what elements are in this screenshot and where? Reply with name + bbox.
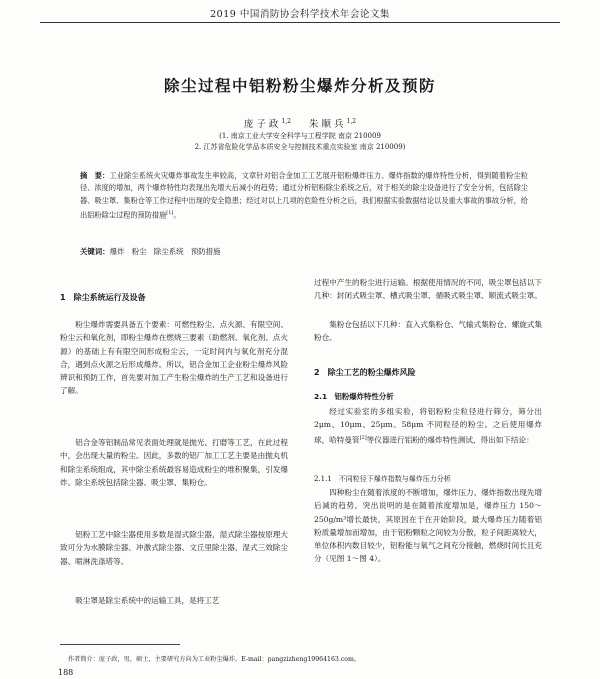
author-affiliation-mark: 1,2 <box>281 117 291 125</box>
citation-ref: [2] <box>359 434 367 441</box>
body-paragraph: 四种粉尘在随着浓度的不断增加，爆炸压力、爆炸指数出现先增后减的趋势。突出说明的是在随着浓度增加是，爆炸压力 150～250g/m³增长最快，其原因在于在开始阶段，最大爆炸压力随着铝粉质量增加而增加，由于铝粉颗粒之间较为分散，粒子间距离较大，单位体积内数目较少，铝粉能与氧气之间充分接触，燃烧时间长且充分（见图 1～图 4）。 <box>314 488 542 564</box>
subsection-heading: 2.1 铝粉爆炸特性分析 <box>314 392 394 401</box>
running-header: 2019 中国消防协会科学技术年会论文集 <box>210 9 390 20</box>
keywords-text: 爆炸 粉尘 除尘系统 预防措施 <box>109 247 221 256</box>
paragraph-text: 经过实验室的多组实验，将铝粉粉尘粒径进行筛分，筛分出 2μm、10μm、25μm、58μm 不同粒径的粉尘。之后使用爆炸球，哈特曼管 <box>314 407 542 445</box>
body-paragraph: 铝粉工艺中除尘器使用多数是湿式除尘器，湿式除尘器按原理大致可分为水膜除尘器、冲激式除尘器、文丘里除尘器、湿式三效除尘器、喷淋洗涤塔等。 <box>60 530 288 566</box>
keywords <box>80 246 220 257</box>
body-paragraph: 过程中产生的粉尘进行运输。根据使用情况的不同，吸尘罩包括以下几种：封闭式吸尘罩、槽式吸尘罩、循吸式吸尘罩、顺流式吸尘罩。 <box>314 278 542 301</box>
abstract-text: 工业除尘系统火灾爆炸事故发生率较高，文章针对铝合金加工工艺展开铝粉爆炸压力、爆炸指数的爆炸特性分析，得到随着粉尘粒径、浓度的增加，两个爆炸特性均表现出先增大后减小的趋势；通过分析铝粉除尘系统之后，对于相关的除尘设备进行了安全分析，包括除尘器、吸尘罩、集粉仓等工作过程中出现的安全隐患；经过对以上几项的危险性分析之后，我们根据实验数据结论以及重大事故的事故分析，给出铝粉除尘过程的预防措施 <box>80 171 528 220</box>
abstract-end: 。 <box>173 210 181 220</box>
author-list <box>0 116 600 130</box>
citation-ref: [1] <box>166 209 174 216</box>
body-paragraph: 集粉仓包括以下几种：直入式集粉仓、气输式集粉仓、螺旋式集粉仓。 <box>314 320 542 343</box>
affiliation-line: (1. 南京工业大学安全科学与工程学院 南京 210009 <box>219 132 381 140</box>
footnote-rule <box>60 644 180 645</box>
section-heading: 2 除尘工艺的粉尘爆炸风险 <box>314 368 416 377</box>
body-paragraph <box>314 405 542 446</box>
abstract-label: 摘 要： <box>80 171 110 180</box>
header-rule <box>40 22 560 23</box>
abstract <box>80 170 528 222</box>
author-affiliation-mark: 1,2 <box>346 117 357 125</box>
section-heading: 1 除尘系统运行及设备 <box>60 293 146 302</box>
keywords-label: 关键词： <box>80 247 110 256</box>
body-paragraph: 粉尘爆炸需要具备五个要素：可燃性粉尘、点火源、有限空间、粉尘云和氧化剂，即粉尘爆炸在燃烧三要素（助燃剂、氧化剂、点火源）的基础上有有限空间形成粉尘云，一定时间内与氧化剂充分混合，遇到点火源之后形成爆炸。所以，铝合金加工企业粉尘爆炸风险辨识和预防工作，首先要对加工产生粉尘爆炸的生产工艺和设备进行了解。 <box>60 320 288 396</box>
page-number: 188 <box>58 668 74 677</box>
author-name: 庞子政 <box>243 119 282 130</box>
body-paragraph: 铝合金等铝制品常见表面处理就是抛光、打磨等工艺，在此过程中，会出现大量的粉尘。因此，多数的铝厂加工工艺主要是由抛丸机和除尘系统组成，其中除尘系统最容易造成粉尘的堆积聚集，引发爆炸。除尘系统包括除尘器、吸尘罩、集粉仓。 <box>60 438 288 487</box>
author-footnote: 作者简介：庞子政，男，硕士，主要研究方向为工业粉尘爆炸。E-mail：pangzizheng19964163.com。 <box>68 656 361 663</box>
affiliation-line: 2. 江苏省危险化学品本质安全与控制技术重点实验室 南京 210009) <box>194 143 406 151</box>
author-name: 朱顺兵 <box>309 119 347 130</box>
body-paragraph: 吸尘罩是除尘系统中的运输工具，是将工艺 <box>75 596 220 605</box>
paragraph-text: 等仪器进行铝粉的爆炸特性测试，得出如下结论： <box>366 435 534 445</box>
subsubsection-heading: 2.1.1 不同粒径下爆炸指数与爆炸压力分析 <box>314 475 451 483</box>
paper-title: 除尘过程中铝粉粉尘爆炸分析及预防 <box>163 77 436 95</box>
